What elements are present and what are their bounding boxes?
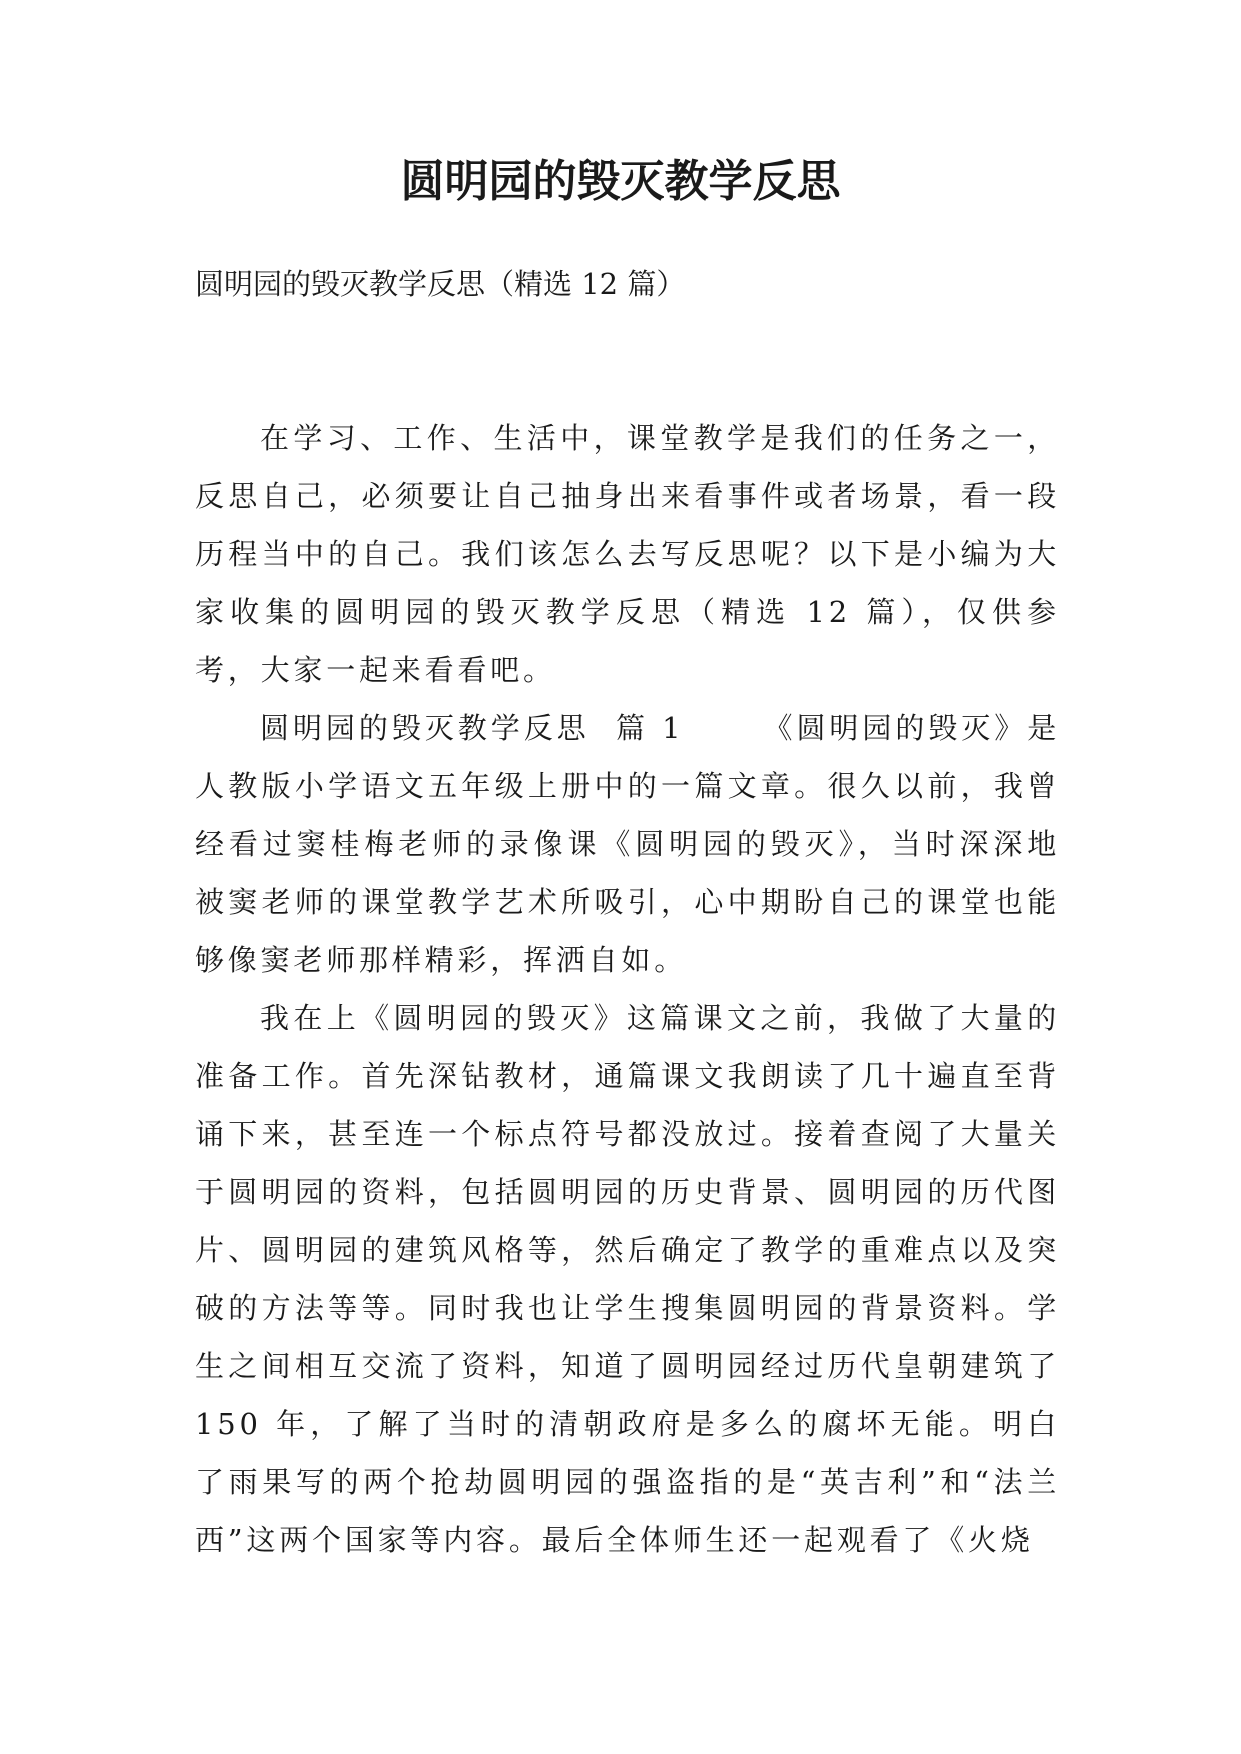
- body-paragraph-preparation: 我在上《圆明园的毁灭》这篇课文之前，我做了大量的准备工作。首先深钻教材，通篇课文我朗读了几十遍直至背诵下来，甚至连一个标点符号都没放过。接着查阅了大量关于圆明园的资料，包括圆明园的历史背景、圆明园的历代图片、圆明园的建筑风格等，然后确定了教学的重难点以及突破的方法等等。同时我也让学生搜集圆明园的背景资料。学生之间相互交流了资料，知道了圆明园经过历代皇朝建筑了 150 年，了解了当时的清朝政府是多么的腐坏无能。明白了雨果写的两个抢劫圆明园的强盗指的是“英吉利”和“法兰西”这两个国家等内容。最后全体师生还一起观看了《火烧: [195, 1001, 1074, 1557]
- body-paragraph-section-1: 圆明园的毁灭教学反思 篇 1 《圆明园的毁灭》是人教版小学语文五年级上册中的一篇文章。很久以前，我曾经看过窦桂梅老师的录像课《圆明园的毁灭》，当时深深地被窦老师的课堂教学艺术所吸引，心中期盼自己的课堂也能够像窦老师那样精彩，挥洒自如。: [195, 711, 1060, 977]
- document-title: 圆明园的毁灭教学反思: [400, 156, 841, 207]
- document-subtitle: 圆明园的毁灭教学反思（精选 12 篇）: [195, 267, 686, 301]
- document-body: [195, 409, 1074, 1569]
- body-paragraph-intro: 在学习、工作、生活中，课堂教学是我们的任务之一，反思自己，必须要让自己抽身出来看事件或者场景，看一段历程当中的自己。我们该怎么去写反思呢？以下是小编为大家收集的圆明园的毁灭教学反思（精选 12 篇），仅供参考，大家一起来看看吧。: [195, 421, 1060, 687]
